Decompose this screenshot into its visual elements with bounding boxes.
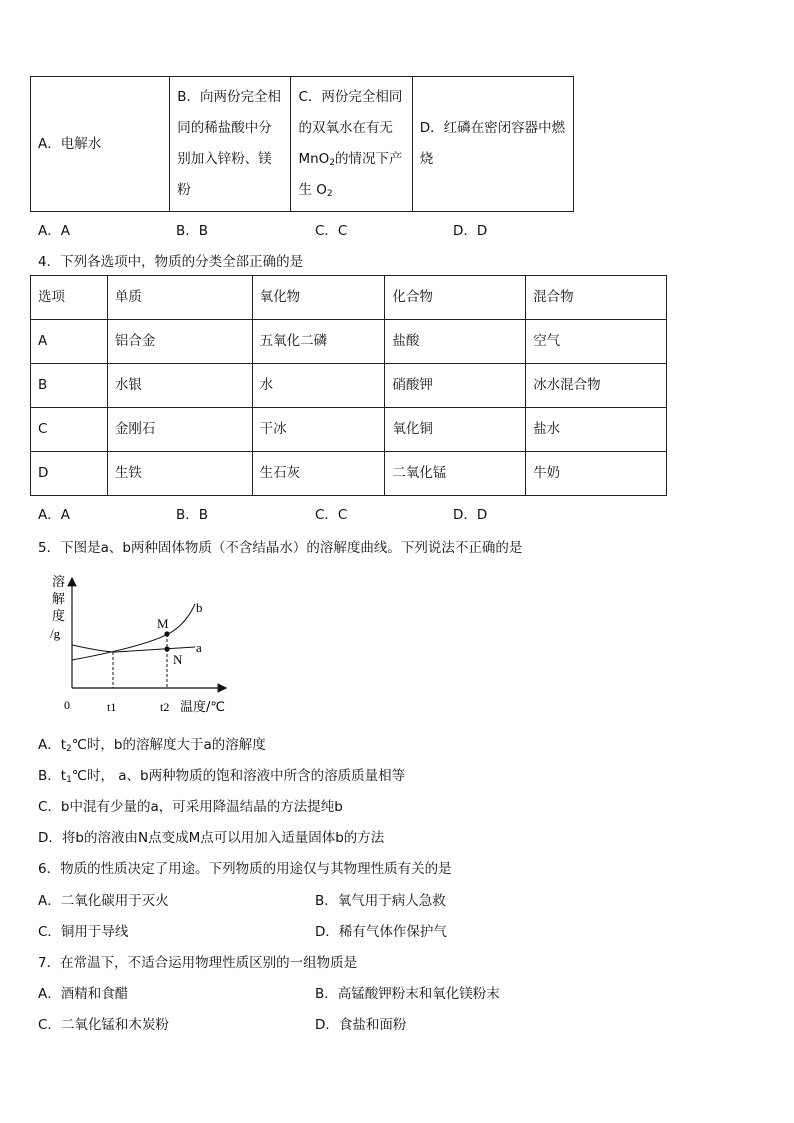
point-n-label: N (173, 652, 183, 667)
q7-stem: 7．在常温下，不适合运用物理性质区别的一组物质是 (38, 955, 358, 971)
q6-option-c[interactable]: C．铜用于导线 (38, 924, 129, 940)
q3-cell-c-text: C．两份完全相同的双氧水在有无 (298, 89, 403, 136)
table-cell: 二氧化锰 (385, 452, 526, 496)
q4-option-a[interactable]: A．A (38, 507, 70, 523)
q7-option-b[interactable]: B．高锰酸钾粉末和氧化镁粉末 (315, 986, 500, 1002)
point-n (164, 646, 169, 651)
origin-label: 0 (64, 698, 70, 712)
q3-cell-d-text: D．红磷在密闭容器中燃烧 (419, 120, 566, 167)
table-cell: 盐酸 (385, 320, 526, 364)
q7-option-c[interactable]: C．二氧化锰和木炭粉 (38, 1017, 169, 1033)
q3-option-a[interactable]: A．A (38, 223, 70, 239)
table-row (31, 364, 667, 408)
table-cell: 五氧化二磷 (252, 320, 385, 364)
table-cell: B (31, 364, 108, 408)
table-row (31, 320, 667, 364)
table-cell: D (31, 452, 108, 496)
q7-option-a[interactable]: A．酒精和食醋 (38, 986, 129, 1002)
q4-option-b[interactable]: B．B (176, 507, 209, 523)
q5-option-d[interactable]: D．将b的溶液由N点变成M点可以用加入适量固体b的方法 (38, 830, 385, 846)
q5-option-b[interactable]: B．$t_1℃$时， a、b两种物质的饱和溶液中所含的溶质质量相等 (38, 768, 406, 785)
q3-options-table (30, 76, 574, 212)
q3-cell-c-o2: 生 $O_2$ (298, 182, 333, 199)
y-axis-label-1: 溶 (52, 574, 66, 589)
table-cell: 干冰 (252, 408, 385, 452)
q3-cell-b-text: B．向两份完全相同的稀盐酸中分别加入锌粉、镁粉 (177, 89, 282, 198)
table-cell: 空气 (526, 320, 667, 364)
table-cell: 水银 (107, 364, 252, 408)
q5-option-a[interactable]: A．$t_2℃$时，b的溶解度大于a的溶解度 (38, 737, 266, 754)
table-row (31, 452, 667, 496)
t1-tick-label: t1 (107, 700, 117, 714)
q6-option-d[interactable]: D．稀有气体作保护气 (315, 924, 447, 940)
table-cell: 生铁 (107, 452, 252, 496)
solubility-curve-figure (40, 568, 240, 718)
q6-stem: 6．物质的性质决定了用途。下列物质的用途仅与其物理性质有关的是 (38, 861, 452, 877)
q4-stem: 4．下列各选项中，物质的分类全部正确的是 (38, 254, 304, 270)
point-m-label: M (157, 616, 169, 631)
q6-option-b[interactable]: B．氧气用于病人急救 (315, 893, 446, 909)
q4-header: 选项 (31, 276, 108, 320)
table-header-row (31, 276, 667, 320)
q7-option-d[interactable]: D．食盐和面粉 (315, 1017, 407, 1033)
curve-a-label: a (196, 640, 202, 655)
table-cell: 金刚石 (107, 408, 252, 452)
table-cell: 盐水 (526, 408, 667, 452)
table-cell: 牛奶 (526, 452, 667, 496)
y-axis-label-4: /g (50, 626, 61, 641)
y-axis-label-3: 度 (52, 608, 66, 623)
q3-cell-b (170, 77, 291, 212)
table-cell: 氧化铜 (385, 408, 526, 452)
q4-header: 化合物 (385, 276, 526, 320)
curve-b-label: b (196, 600, 203, 615)
q3-cell-a (31, 77, 170, 212)
table-row (31, 77, 574, 212)
q3-option-c[interactable]: C．C (315, 223, 348, 239)
q4-option-d[interactable]: D．D (453, 507, 488, 523)
q3-cell-a-text: A．电解水 (38, 135, 102, 152)
q3-option-b[interactable]: B．B (176, 223, 209, 239)
q3-option-d[interactable]: D．D (453, 223, 488, 239)
q4-option-c[interactable]: C．C (315, 507, 348, 523)
x-axis-label: 温度/℃ (180, 700, 225, 715)
q4-header: 混合物 (526, 276, 667, 320)
q6-option-a[interactable]: A．二氧化碳用于灭火 (38, 893, 169, 909)
t2-tick-label: t2 (160, 700, 170, 714)
y-axis-label-2: 解 (52, 591, 66, 606)
q4-header: 氧化物 (252, 276, 385, 320)
q3-cell-c-formula: MnO$_2$的情况下产 (298, 151, 403, 168)
q4-header: 单质 (107, 276, 252, 320)
table-cell: A (31, 320, 108, 364)
table-cell: 铝合金 (107, 320, 252, 364)
q3-cell-c (291, 77, 412, 212)
table-row (31, 408, 667, 452)
table-cell: 硝酸钾 (385, 364, 526, 408)
q3-cell-d (412, 77, 573, 212)
point-m (164, 631, 169, 636)
table-cell: 水 (252, 364, 385, 408)
q5-stem: 5．下图是a、b两种固体物质（不含结晶水）的溶解度曲线。下列说法不正确的是 (38, 540, 523, 556)
table-cell: 生石灰 (252, 452, 385, 496)
q4-classification-table (30, 275, 667, 496)
q5-option-c[interactable]: C．b中混有少量的a，可采用降温结晶的方法提纯b (38, 799, 343, 815)
table-cell: 冰水混合物 (526, 364, 667, 408)
table-cell: C (31, 408, 108, 452)
